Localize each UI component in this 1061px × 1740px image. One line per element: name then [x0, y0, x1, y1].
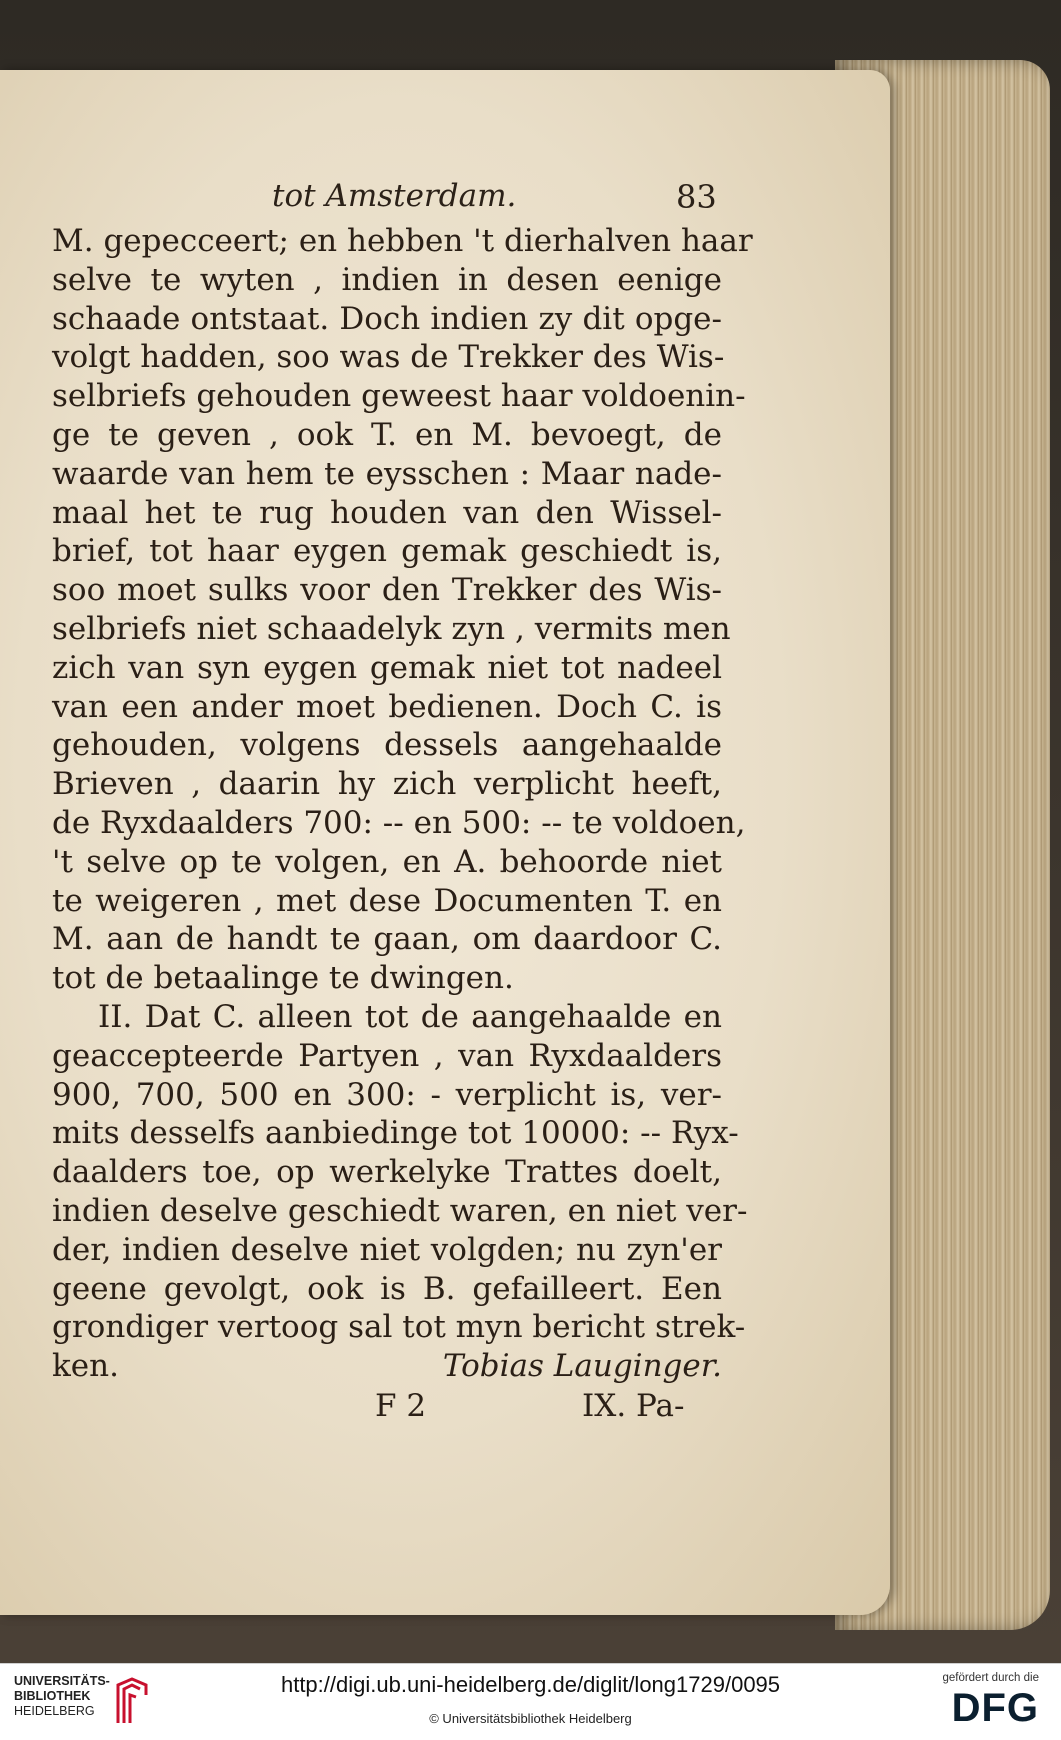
signature-line — [52, 1347, 722, 1386]
text-line: brief, tot haar eygen gemak geschiedt is, — [52, 533, 722, 570]
body-text — [52, 222, 753, 1386]
text-line: selbriefs niet schaadelyk zyn , vermits men — [52, 610, 731, 647]
library-footer — [0, 1663, 1061, 1740]
text-line: schaade ontstaat. Doch indien zy dit opge- — [52, 300, 722, 337]
author-signature: Tobias Lauginger. — [442, 1348, 722, 1385]
page-footer-line — [0, 1388, 1061, 1432]
running-head — [0, 170, 1061, 220]
text-line: M. aan de handt te gaan, om daardoor C. — [52, 921, 722, 958]
text-line: geaccepteerde Partyen , van Ryxdaalders — [52, 1037, 722, 1074]
library-name-line: HEIDELBERG — [14, 1704, 95, 1718]
text-line: selbriefs gehouden geweest haar voldoenin- — [52, 378, 746, 415]
text-line: M. gepecceert; en hebben 't dierhalven haar — [52, 223, 753, 259]
text-line: waarde van hem te eysschen : Maar nade- — [52, 455, 722, 492]
text-line: te weigeren , met dese Documenten T. en — [52, 882, 722, 919]
text-line: II. Dat C. alleen tot de aangehaalde en — [98, 998, 722, 1035]
permalink-url[interactable]: http://digi.ub.uni-heidelberg.de/diglit/long1729/0095 — [280, 1672, 781, 1697]
text-line: 900, 700, 500 en 300: - verplicht is, ver- — [52, 1076, 722, 1113]
catchword: IX. Pa- — [582, 1388, 685, 1424]
text-line: indien deselve geschiedt waren, en niet ver- — [52, 1192, 748, 1229]
final-word: ken. — [52, 1348, 119, 1385]
running-title: tot Amsterdam. — [272, 178, 517, 214]
text-line: 't selve op te volgen, en A. behoorde niet — [52, 843, 722, 880]
library-name-line: BIBLIOTHEK — [14, 1689, 91, 1703]
page-number: 83 — [676, 178, 717, 216]
text-line: grondiger vertoog sal tot myn bericht strek- — [52, 1309, 746, 1346]
dfg-logo: DFG — [951, 1686, 1039, 1730]
funding-note: gefördert durch die — [942, 1672, 1039, 1684]
text-line: daalders toe, op werkelyke Trattes doelt, — [52, 1154, 722, 1191]
text-line: maal het te rug houden van den Wissel- — [52, 494, 722, 531]
text-line: van een ander moet bedienen. Doch C. is — [52, 688, 722, 725]
text-line: selve te wyten , indien in desen eenige — [52, 261, 722, 298]
text-line: mits desselfs aanbiedinge tot 10000: -- Ryx- — [52, 1115, 739, 1152]
text-line: ge te geven , ook T. en M. bevoegt, de — [52, 416, 722, 453]
text-line: zich van syn eygen gemak niet tot nadeel — [52, 649, 722, 686]
text-line: der, indien deselve niet volgden; nu zyn'er — [52, 1231, 722, 1268]
signature-mark: F 2 — [375, 1388, 427, 1424]
copyright-notice: © Universitätsbibliothek Heidelberg — [429, 1711, 632, 1726]
text-line: volgt hadden, soo was de Trekker des Wis- — [52, 339, 725, 376]
text-line: geene gevolgt, ook is B. gefailleert. Een — [52, 1270, 722, 1307]
text-line: Brieven , daarin hy zich verplicht heeft, — [52, 766, 722, 803]
text-line: soo moet sulks voor den Trekker des Wis- — [52, 572, 722, 609]
text-line: de Ryxdaalders 700: -- en 500: -- te voldoen, — [52, 804, 746, 841]
text-line: tot de betaalinge te dwingen. — [52, 960, 514, 997]
library-name-line: UNIVERSITÄTS- — [14, 1674, 110, 1688]
text-line: gehouden, volgens dessels aangehaalde — [52, 727, 722, 764]
